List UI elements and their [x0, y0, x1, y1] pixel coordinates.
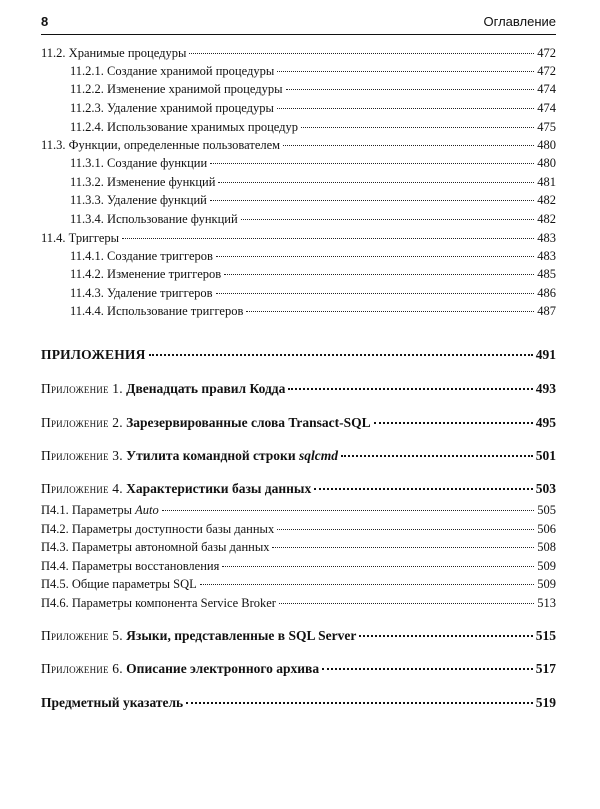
toc-entry[interactable]: 11.2.3. Удаление хранимой процедуры 474 — [70, 101, 556, 115]
page-number: 8 — [41, 14, 49, 29]
toc-entry[interactable]: П4.2. Параметры доступности базы данных 506 — [41, 522, 556, 536]
toc-appendices[interactable]: ПРИЛОЖЕНИЯ 491 — [41, 347, 556, 362]
toc-entry[interactable]: 11.3.2. Изменение функций 481 — [70, 175, 556, 189]
toc-appendix-1[interactable]: Приложение 1. Двенадцать правил Кодда 493 — [41, 381, 556, 396]
toc-entry[interactable]: 11.4. Триггеры 483 — [41, 231, 556, 245]
toc-entry[interactable]: 11.3.4. Использование функций 482 — [70, 212, 556, 226]
toc-appendix-4[interactable]: Приложение 4. Характеристики базы данных 503 — [41, 481, 556, 496]
toc-entry[interactable]: 11.3.3. Удаление функций 482 — [70, 193, 556, 207]
toc-entry[interactable]: П4.5. Общие параметры SQL 509 — [41, 577, 556, 591]
toc-appendix-2[interactable]: Приложение 2. Зарезервированные слова Transact-SQL 495 — [41, 415, 556, 430]
toc-entry[interactable]: П4.3. Параметры автономной базы данных 508 — [41, 540, 556, 554]
toc-entry[interactable]: 11.2. Хранимые процедуры 472 — [41, 46, 556, 60]
toc-entry[interactable]: 11.4.2. Изменение триггеров 485 — [70, 267, 556, 281]
toc-entry[interactable]: 11.2.2. Изменение хранимой процедуры 474 — [70, 82, 556, 96]
toc-entry[interactable]: 11.2.1. Создание хранимой процедуры 472 — [70, 64, 556, 78]
toc-entry[interactable]: 11.2.4. Использование хранимых процедур 475 — [70, 120, 556, 134]
toc-entry[interactable]: П4.4. Параметры восстановления 509 — [41, 559, 556, 573]
running-head — [41, 12, 556, 35]
toc-entry[interactable]: 11.3.1. Создание функции 480 — [70, 156, 556, 170]
toc-entry[interactable]: 11.4.3. Удаление триггеров 486 — [70, 286, 556, 300]
toc-entry[interactable]: П4.6. Параметры компонента Service Broker 513 — [41, 596, 556, 610]
toc-appendix-6[interactable]: Приложение 6. Описание электронного архива 517 — [41, 661, 556, 676]
toc-entry[interactable]: 11.3. Функции, определенные пользователем 480 — [41, 138, 556, 152]
toc-appendix-3[interactable]: Приложение 3. Утилита командной строки sqlcmd 501 — [41, 448, 556, 463]
toc-entry[interactable]: 11.4.4. Использование триггеров 487 — [70, 304, 556, 318]
toc-appendix-5[interactable]: Приложение 5. Языки, представленные в SQL Server 515 — [41, 628, 556, 643]
running-head-title: Оглавление — [483, 14, 556, 29]
toc-entry[interactable]: П4.1. Параметры Auto 505 — [41, 503, 556, 517]
toc-entry[interactable]: 11.4.1. Создание триггеров 483 — [70, 249, 556, 263]
toc-index[interactable]: Предметный указатель 519 — [41, 695, 556, 710]
